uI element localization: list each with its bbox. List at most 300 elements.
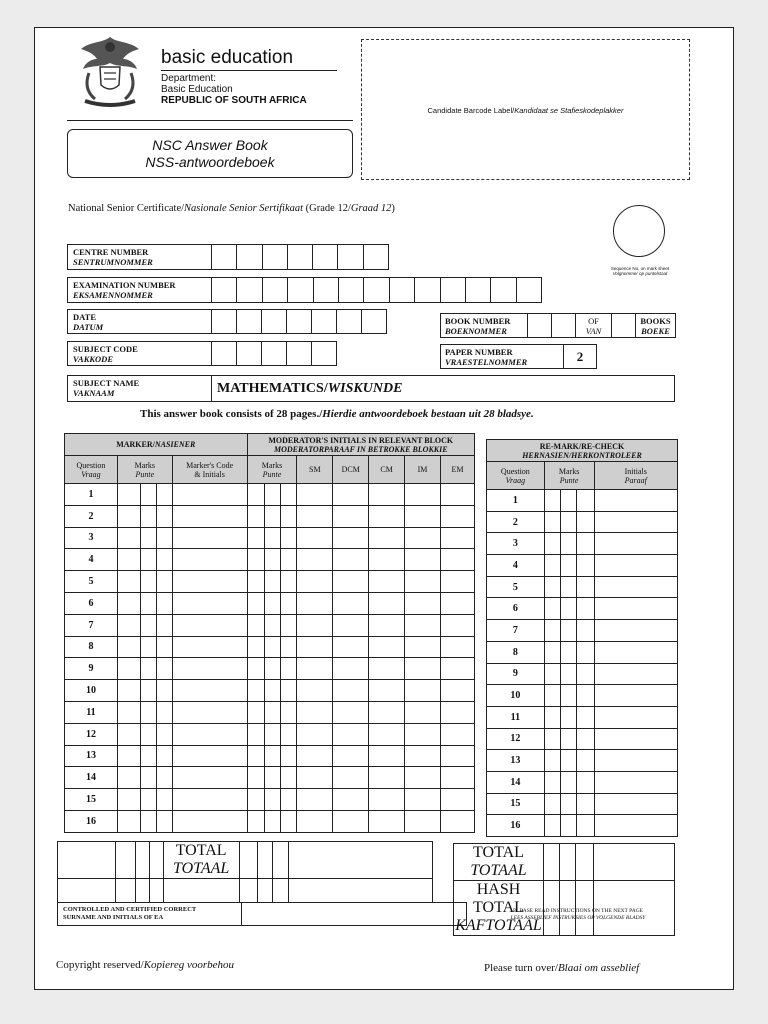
mark-cell[interactable]: [440, 745, 474, 767]
mark-cell[interactable]: [281, 527, 297, 549]
mark-cell[interactable]: [281, 723, 297, 745]
remark-mark-cell[interactable]: [560, 490, 576, 512]
mark-cell[interactable]: [265, 636, 281, 658]
remark-mark-cell[interactable]: [594, 576, 678, 598]
sequence-circle[interactable]: [613, 205, 665, 257]
mark-cell[interactable]: [405, 636, 441, 658]
mark-cell[interactable]: [140, 571, 156, 593]
book-number-cell[interactable]: [552, 313, 576, 338]
remark-mark-cell[interactable]: [576, 533, 594, 555]
mark-cell[interactable]: [265, 723, 281, 745]
remark-mark-cell[interactable]: [560, 771, 576, 793]
mark-cell[interactable]: [172, 680, 247, 702]
question-number: 6: [65, 592, 118, 614]
mark-cell[interactable]: [117, 701, 140, 723]
mark-cell[interactable]: [156, 680, 172, 702]
remark-mark-cell[interactable]: [560, 511, 576, 533]
remark-mark-cell[interactable]: [594, 533, 678, 555]
remark-mark-cell[interactable]: [576, 490, 594, 512]
remark-mark-cell[interactable]: [576, 793, 594, 815]
mark-cell[interactable]: [117, 571, 140, 593]
mark-cell[interactable]: [265, 745, 281, 767]
total-cell[interactable]: [135, 842, 149, 879]
mark-cell[interactable]: [369, 505, 405, 527]
date-cells[interactable]: [212, 309, 387, 334]
book-number-cell[interactable]: [528, 313, 552, 338]
mark-cell[interactable]: [156, 789, 172, 811]
mark-cell[interactable]: [247, 592, 265, 614]
mark-cell[interactable]: [247, 549, 265, 571]
mark-cell[interactable]: [281, 789, 297, 811]
total-cell[interactable]: [115, 842, 135, 879]
mark-cell[interactable]: [265, 767, 281, 789]
mark-cell[interactable]: [156, 810, 172, 832]
mark-cell[interactable]: [333, 592, 369, 614]
mark-cell[interactable]: [405, 680, 441, 702]
remark-mark-cell[interactable]: [576, 771, 594, 793]
mark-cell[interactable]: [333, 658, 369, 680]
mark-cell[interactable]: [333, 505, 369, 527]
remark-mark-cell[interactable]: [576, 750, 594, 772]
mark-cell[interactable]: [333, 810, 369, 832]
hash-cell[interactable]: [115, 879, 135, 903]
total-cell[interactable]: [58, 842, 116, 879]
mark-cell[interactable]: [172, 527, 247, 549]
mark-cell[interactable]: [297, 571, 333, 593]
remark-mark-cell[interactable]: [544, 771, 560, 793]
mark-cell[interactable]: [281, 680, 297, 702]
remark-mark-cell[interactable]: [594, 706, 678, 728]
remark-mark-cell[interactable]: [544, 793, 560, 815]
mark-cell[interactable]: [333, 767, 369, 789]
mark-cell[interactable]: [247, 636, 265, 658]
mark-cell[interactable]: [369, 636, 405, 658]
centre-number-label: CENTRE NUMBER SENTRUMNOMMER: [67, 244, 212, 270]
mark-cell[interactable]: [140, 745, 156, 767]
mark-cell[interactable]: [265, 571, 281, 593]
mark-cell[interactable]: [440, 592, 474, 614]
mark-cell[interactable]: [369, 723, 405, 745]
remark-mark-cell[interactable]: [594, 728, 678, 750]
mark-cell[interactable]: [247, 527, 265, 549]
remark-question-number: 7: [487, 620, 545, 642]
mark-cell[interactable]: [172, 701, 247, 723]
hash-cell[interactable]: [239, 879, 257, 903]
mark-cell[interactable]: [172, 723, 247, 745]
remark-mark-cell[interactable]: [560, 815, 576, 837]
mark-cell[interactable]: [405, 658, 441, 680]
mark-cell[interactable]: [440, 658, 474, 680]
mark-cell[interactable]: [265, 789, 281, 811]
mark-cell[interactable]: [333, 614, 369, 636]
mark-cell[interactable]: [440, 701, 474, 723]
mark-cell[interactable]: [265, 614, 281, 636]
mark-cell[interactable]: [333, 789, 369, 811]
remark-mark-cell[interactable]: [594, 750, 678, 772]
mark-cell[interactable]: [297, 636, 333, 658]
mark-cell[interactable]: [440, 767, 474, 789]
mark-cell[interactable]: [297, 658, 333, 680]
total-cell[interactable]: [257, 842, 273, 879]
mark-cell[interactable]: [297, 614, 333, 636]
mark-cell[interactable]: [440, 723, 474, 745]
remark-mark-cell[interactable]: [594, 685, 678, 707]
mark-cell[interactable]: [172, 505, 247, 527]
mark-cell[interactable]: [156, 723, 172, 745]
mark-cell[interactable]: [369, 767, 405, 789]
remark-mark-cell[interactable]: [576, 555, 594, 577]
mark-cell[interactable]: [265, 658, 281, 680]
mark-cell[interactable]: [440, 549, 474, 571]
mark-cell[interactable]: [140, 658, 156, 680]
mark-cell[interactable]: [265, 592, 281, 614]
remark-mark-cell[interactable]: [560, 750, 576, 772]
mark-cell[interactable]: [333, 745, 369, 767]
hash-cell[interactable]: [273, 879, 289, 903]
remark-mark-cell[interactable]: [544, 576, 560, 598]
mark-cell[interactable]: [117, 592, 140, 614]
mark-cell[interactable]: [247, 614, 265, 636]
mark-cell[interactable]: [369, 658, 405, 680]
remark-mark-cell[interactable]: [544, 641, 560, 663]
mark-cell[interactable]: [156, 701, 172, 723]
mark-cell[interactable]: [405, 701, 441, 723]
mark-cell[interactable]: [440, 484, 474, 506]
mark-cell[interactable]: [405, 527, 441, 549]
remark-mark-cell[interactable]: [594, 793, 678, 815]
examination-number-cells[interactable]: [212, 277, 542, 303]
remark-mark-cell[interactable]: [560, 641, 576, 663]
remark-mark-cell[interactable]: [544, 663, 560, 685]
mark-cell[interactable]: [117, 767, 140, 789]
remark-mark-cell[interactable]: [560, 598, 576, 620]
remark-mark-cell[interactable]: [544, 750, 560, 772]
remark-mark-cell[interactable]: [576, 663, 594, 685]
mark-cell[interactable]: [265, 505, 281, 527]
mark-cell[interactable]: [281, 636, 297, 658]
remark-mark-cell[interactable]: [560, 620, 576, 642]
mark-cell[interactable]: [140, 484, 156, 506]
mark-cell[interactable]: [440, 571, 474, 593]
mark-cell[interactable]: [369, 571, 405, 593]
remark-total-cell[interactable]: [575, 844, 593, 881]
mark-cell[interactable]: [247, 571, 265, 593]
remark-mark-cell[interactable]: [594, 815, 678, 837]
mark-cell[interactable]: [369, 680, 405, 702]
remark-mark-cell[interactable]: [576, 598, 594, 620]
mark-cell[interactable]: [156, 658, 172, 680]
mark-cell[interactable]: [333, 571, 369, 593]
remark-mark-cell[interactable]: [560, 706, 576, 728]
mark-cell[interactable]: [140, 789, 156, 811]
mark-cell[interactable]: [247, 723, 265, 745]
remark-mark-cell[interactable]: [560, 576, 576, 598]
mark-cell[interactable]: [117, 614, 140, 636]
remark-mark-cell[interactable]: [560, 685, 576, 707]
mark-cell[interactable]: [369, 701, 405, 723]
mark-cell[interactable]: [247, 658, 265, 680]
mark-cell[interactable]: [405, 484, 441, 506]
mark-cell[interactable]: [369, 810, 405, 832]
mark-cell[interactable]: [156, 484, 172, 506]
mark-cell[interactable]: [117, 505, 140, 527]
subject-code-cells[interactable]: [212, 341, 337, 366]
mark-cell[interactable]: [281, 484, 297, 506]
mark-cell[interactable]: [172, 484, 247, 506]
mark-cell[interactable]: [156, 549, 172, 571]
mark-cell[interactable]: [405, 789, 441, 811]
mark-cell[interactable]: [297, 810, 333, 832]
total-cell[interactable]: [273, 842, 289, 879]
mark-cell[interactable]: [297, 789, 333, 811]
mark-cell[interactable]: [440, 614, 474, 636]
mark-cell[interactable]: [405, 810, 441, 832]
mark-cell[interactable]: [117, 789, 140, 811]
mark-cell[interactable]: [247, 484, 265, 506]
mark-cell[interactable]: [156, 614, 172, 636]
mark-cell[interactable]: [281, 571, 297, 593]
remark-mark-cell[interactable]: [576, 511, 594, 533]
mark-cell[interactable]: [172, 571, 247, 593]
mark-cell[interactable]: [117, 549, 140, 571]
remark-question-number: 11: [487, 706, 545, 728]
hash-cell[interactable]: [135, 879, 149, 903]
mark-cell[interactable]: [140, 505, 156, 527]
mark-cell[interactable]: [156, 571, 172, 593]
mark-cell[interactable]: [440, 505, 474, 527]
mark-cell[interactable]: [440, 810, 474, 832]
remark-total-cell[interactable]: [593, 844, 674, 881]
mark-cell[interactable]: [265, 549, 281, 571]
mark-cell[interactable]: [369, 614, 405, 636]
mark-cell[interactable]: [440, 789, 474, 811]
mark-cell[interactable]: [405, 723, 441, 745]
mark-cell[interactable]: [247, 701, 265, 723]
mark-cell[interactable]: [369, 527, 405, 549]
remark-row: [487, 576, 678, 598]
mark-cell[interactable]: [281, 614, 297, 636]
mark-cell[interactable]: [333, 527, 369, 549]
mark-cell[interactable]: [369, 549, 405, 571]
mark-cell[interactable]: [140, 810, 156, 832]
mark-cell[interactable]: [369, 484, 405, 506]
remark-mark-cell[interactable]: [576, 641, 594, 663]
mark-cell[interactable]: [172, 658, 247, 680]
remark-total-cell[interactable]: [559, 844, 575, 881]
mark-cell[interactable]: [140, 636, 156, 658]
mark-cell[interactable]: [281, 745, 297, 767]
total-cell[interactable]: [149, 842, 163, 879]
total-cell[interactable]: [239, 842, 257, 879]
mark-cell[interactable]: [140, 592, 156, 614]
mark-cell[interactable]: [265, 680, 281, 702]
mark-cell[interactable]: [140, 680, 156, 702]
remark-mark-cell[interactable]: [560, 663, 576, 685]
mark-cell[interactable]: [405, 614, 441, 636]
mark-cell[interactable]: [297, 505, 333, 527]
remark-mark-cell[interactable]: [594, 555, 678, 577]
mark-cell[interactable]: [265, 701, 281, 723]
remark-mark-cell[interactable]: [576, 815, 594, 837]
mark-cell[interactable]: [333, 680, 369, 702]
mark-cell[interactable]: [281, 701, 297, 723]
em-header: EM: [440, 456, 474, 484]
remark-mark-cell[interactable]: [594, 598, 678, 620]
title-afrikaans: NSS-antwoordeboek: [145, 154, 275, 170]
mark-cell[interactable]: [156, 767, 172, 789]
mark-cell[interactable]: [405, 767, 441, 789]
remark-mark-cell[interactable]: [594, 771, 678, 793]
mark-cell[interactable]: [440, 636, 474, 658]
mark-cell[interactable]: [172, 789, 247, 811]
mark-cell[interactable]: [333, 636, 369, 658]
mark-cell[interactable]: [405, 505, 441, 527]
remark-mark-cell[interactable]: [544, 598, 560, 620]
remark-mark-cell[interactable]: [560, 793, 576, 815]
table-row: [65, 658, 475, 680]
mark-cell[interactable]: [281, 549, 297, 571]
mark-cell[interactable]: [172, 549, 247, 571]
mark-cell[interactable]: [117, 680, 140, 702]
hash-cell[interactable]: [58, 879, 116, 903]
mark-cell[interactable]: [281, 658, 297, 680]
mark-cell[interactable]: [333, 701, 369, 723]
mark-cell[interactable]: [117, 658, 140, 680]
mark-cell[interactable]: [297, 745, 333, 767]
remark-mark-cell[interactable]: [594, 620, 678, 642]
remark-mark-cell[interactable]: [544, 555, 560, 577]
mark-cell[interactable]: [247, 505, 265, 527]
mark-cell[interactable]: [297, 527, 333, 549]
remark-mark-cell[interactable]: [594, 490, 678, 512]
mark-cell[interactable]: [140, 723, 156, 745]
mark-cell[interactable]: [297, 767, 333, 789]
marker-code-header: Marker's Code & Initials: [172, 456, 247, 484]
mark-cell[interactable]: [247, 789, 265, 811]
remark-mark-cell[interactable]: [544, 706, 560, 728]
remark-mark-cell[interactable]: [576, 576, 594, 598]
mark-cell[interactable]: [281, 810, 297, 832]
mark-cell[interactable]: [405, 745, 441, 767]
mark-cell[interactable]: [172, 636, 247, 658]
remark-mark-cell[interactable]: [544, 620, 560, 642]
mark-cell[interactable]: [247, 767, 265, 789]
mark-cell[interactable]: [156, 592, 172, 614]
mark-cell[interactable]: [140, 614, 156, 636]
mark-cell[interactable]: [156, 636, 172, 658]
mark-cell[interactable]: [117, 810, 140, 832]
mark-cell[interactable]: [117, 723, 140, 745]
mark-cell[interactable]: [333, 723, 369, 745]
mark-cell[interactable]: [440, 680, 474, 702]
mark-cell[interactable]: [156, 527, 172, 549]
mark-cell[interactable]: [333, 484, 369, 506]
total-books-cell[interactable]: [612, 313, 636, 338]
mark-cell[interactable]: [172, 614, 247, 636]
mark-cell[interactable]: [297, 723, 333, 745]
mark-cell[interactable]: [247, 810, 265, 832]
remark-mark-cell[interactable]: [594, 663, 678, 685]
remark-mark-cell[interactable]: [544, 533, 560, 555]
mark-cell[interactable]: [369, 789, 405, 811]
mark-cell[interactable]: [140, 701, 156, 723]
mark-cell[interactable]: [333, 549, 369, 571]
mark-cell[interactable]: [172, 810, 247, 832]
brand-underline: [161, 70, 337, 71]
mark-cell[interactable]: [281, 505, 297, 527]
mark-cell[interactable]: [172, 592, 247, 614]
hash-cell[interactable]: [163, 879, 239, 903]
remark-mark-cell[interactable]: [594, 641, 678, 663]
certified-input[interactable]: [242, 902, 467, 926]
remark-mark-cell[interactable]: [560, 555, 576, 577]
mark-cell[interactable]: [405, 592, 441, 614]
remark-mark-cell[interactable]: [544, 815, 560, 837]
mark-cell[interactable]: [172, 767, 247, 789]
mark-cell[interactable]: [405, 549, 441, 571]
remark-row: [487, 706, 678, 728]
mark-cell[interactable]: [369, 592, 405, 614]
mark-cell[interactable]: [297, 549, 333, 571]
mark-cell[interactable]: [297, 592, 333, 614]
mark-cell[interactable]: [265, 527, 281, 549]
mark-cell[interactable]: [265, 484, 281, 506]
remark-mark-cell[interactable]: [576, 706, 594, 728]
hash-cell[interactable]: [149, 879, 163, 903]
mark-cell[interactable]: [140, 549, 156, 571]
mark-cell[interactable]: [156, 505, 172, 527]
centre-number-cells[interactable]: [212, 244, 389, 270]
mark-cell[interactable]: [281, 592, 297, 614]
mark-cell[interactable]: [247, 745, 265, 767]
mark-cell[interactable]: [140, 527, 156, 549]
mark-cell[interactable]: [117, 745, 140, 767]
remark-mark-cell[interactable]: [544, 728, 560, 750]
mark-cell[interactable]: [156, 745, 172, 767]
remark-mark-cell[interactable]: [576, 728, 594, 750]
remark-mark-cell[interactable]: [594, 511, 678, 533]
remark-mark-cell[interactable]: [576, 620, 594, 642]
mark-cell[interactable]: [281, 767, 297, 789]
remark-mark-cell[interactable]: [576, 685, 594, 707]
remark-total-cell[interactable]: [543, 844, 559, 881]
remark-mark-cell[interactable]: [560, 533, 576, 555]
remark-mark-cell[interactable]: [544, 490, 560, 512]
answer-book-page: [34, 27, 734, 990]
mark-cell[interactable]: [297, 680, 333, 702]
mark-cell[interactable]: [440, 527, 474, 549]
mark-cell[interactable]: [140, 767, 156, 789]
mark-cell[interactable]: [297, 484, 333, 506]
mark-cell[interactable]: [117, 484, 140, 506]
hash-cell[interactable]: [257, 879, 273, 903]
mark-cell[interactable]: [117, 636, 140, 658]
mark-cell[interactable]: [117, 527, 140, 549]
mark-cell[interactable]: [172, 745, 247, 767]
barcode-label-area[interactable]: [361, 39, 690, 180]
mark-cell[interactable]: [405, 571, 441, 593]
remark-mark-cell[interactable]: [544, 511, 560, 533]
mark-cell[interactable]: [265, 810, 281, 832]
mark-cell[interactable]: [369, 745, 405, 767]
remark-header: RE-MARK/RE-CHECK HERNASIEN/HERKONTROLEER: [487, 440, 678, 462]
remark-mark-cell[interactable]: [560, 728, 576, 750]
mark-cell[interactable]: [247, 680, 265, 702]
total-cell[interactable]: [289, 842, 433, 879]
hash-cell[interactable]: [289, 879, 433, 903]
remark-mark-cell[interactable]: [544, 685, 560, 707]
mark-cell[interactable]: [297, 701, 333, 723]
